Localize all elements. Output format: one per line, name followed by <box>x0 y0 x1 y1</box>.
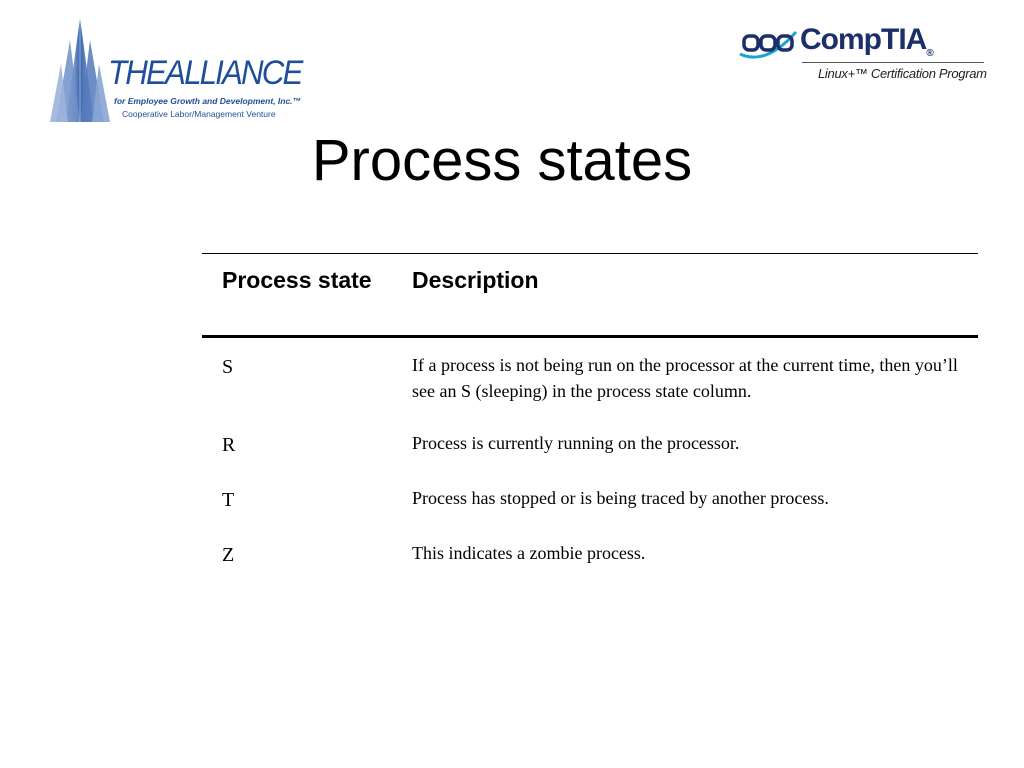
description-cell-r: Process is currently running on the processor. <box>412 433 740 453</box>
description-cell-t: Process has stopped or is being traced by another process. <box>412 488 829 508</box>
header-process-state: Process state <box>222 267 372 293</box>
header-description: Description <box>412 267 539 293</box>
comptia-program-text: Linux+™ Certification Program <box>818 66 987 81</box>
state-cell-z: Z <box>222 544 235 566</box>
comptia-registered-mark: ® <box>926 48 933 59</box>
alliance-spire-icon <box>50 18 110 124</box>
state-cell-s: S <box>222 356 234 378</box>
table-header-rule <box>202 335 978 338</box>
slide-title: Process states <box>311 128 693 193</box>
description-cell-s: If a process is not being run on the processor at the current time, then you’ll see an S (sleeping) in the process state column. <box>412 355 958 401</box>
comptia-wordmark <box>800 22 933 58</box>
alliance-wordmark: THEALLIANCE <box>108 54 302 92</box>
state-cell-t: T <box>222 489 235 511</box>
table-top-rule <box>202 253 978 254</box>
alliance-logo <box>50 18 310 126</box>
comptia-rings-icon <box>738 24 800 64</box>
description-cell-z: This indicates a zombie process. <box>412 543 646 563</box>
alliance-tagline: for Employee Growth and Development, Inc.™ <box>114 96 302 106</box>
state-cell-r: R <box>222 434 236 456</box>
comptia-divider <box>802 62 984 63</box>
comptia-logo <box>738 18 988 90</box>
alliance-venture-text: Cooperative Labor/Management Venture <box>122 109 276 119</box>
comptia-name: CompTIA <box>800 23 927 56</box>
